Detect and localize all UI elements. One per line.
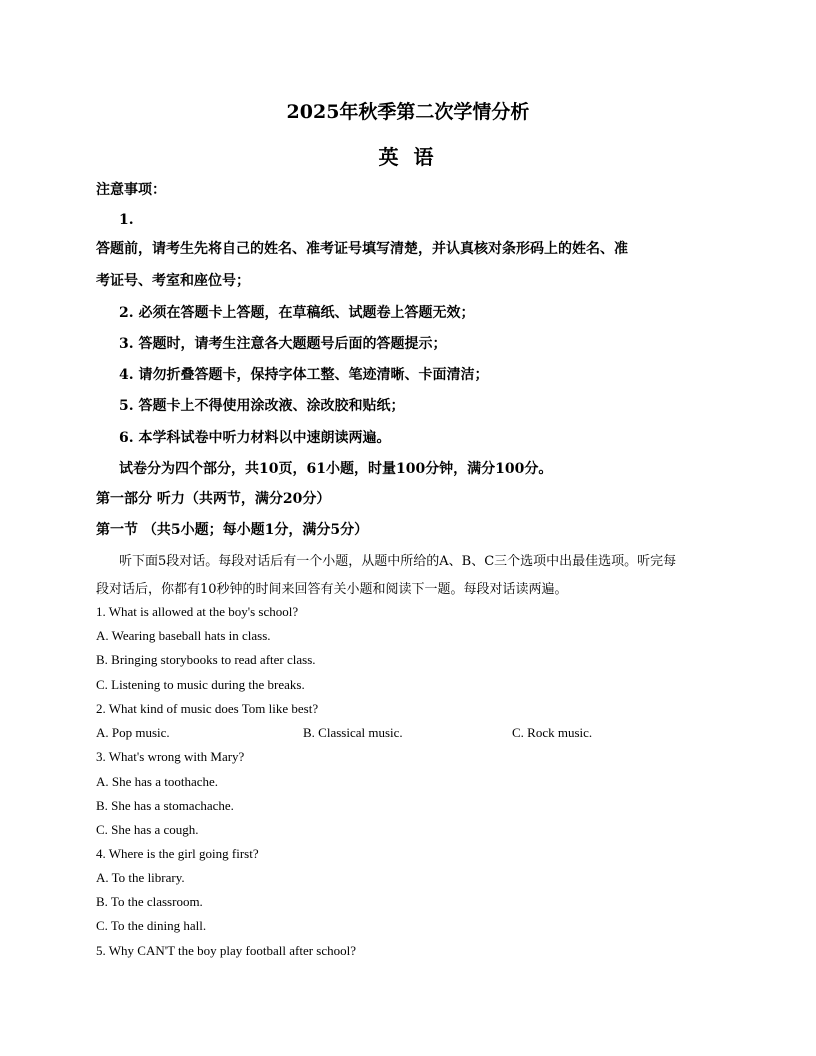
question-1-option-b: B. Bringing storybooks to read after class. bbox=[96, 652, 316, 667]
question-3-option-a: A. She has a toothache. bbox=[96, 774, 219, 789]
question-4-option-c: C. To the dining hall. bbox=[96, 918, 207, 933]
note-1-text-line1: 答题前，请考生先将自己的姓名、准考证号填写清楚，并认真核对条形码上的姓名、准 bbox=[96, 241, 628, 257]
question-4-stem: 4. Where is the girl going first? bbox=[96, 846, 259, 861]
note-3: 3. 答题时，请考生注意各大题题号后面的答题提示； bbox=[119, 336, 447, 352]
part-1-title: 第一部分 听力（共两节，满分20分） bbox=[96, 491, 331, 507]
note-1-number: 1. bbox=[119, 212, 134, 228]
notes-heading: 注意事项： bbox=[96, 182, 166, 198]
question-3-option-c: C. She has a cough. bbox=[96, 822, 199, 837]
note-5: 5. 答题卡上不得使用涂改液、涂改胶和贴纸； bbox=[119, 398, 405, 414]
question-1-stem: 1. What is allowed at the boy's school? bbox=[96, 604, 299, 619]
directions-line2: 段对话后，你都有10秒钟的时间来回答有关小题和阅读下一题。每段对话读两遍。 bbox=[96, 582, 568, 597]
question-4-option-a: A. To the library. bbox=[96, 870, 185, 885]
question-2-option-a: A. Pop music. bbox=[96, 725, 170, 740]
question-1-option-c: C. Listening to music during the breaks. bbox=[96, 677, 305, 692]
question-4-option-b: B. To the classroom. bbox=[96, 894, 203, 909]
note-1-text-line2: 考证号、考室和座位号； bbox=[96, 273, 250, 289]
paper-summary: 试卷分为四个部分，共10页，61小题，时量100分钟，满分100分。 bbox=[119, 461, 553, 477]
note-4: 4. 请勿折叠答题卡，保持字体工整、笔迹清晰、卡面清洁； bbox=[119, 367, 489, 383]
question-3-stem: 3. What's wrong with Mary? bbox=[96, 749, 245, 764]
question-5-stem: 5. Why CAN'T the boy play football after school? bbox=[96, 943, 356, 958]
note-6: 6. 本学科试卷中听力材料以中速朗读两遍。 bbox=[119, 430, 391, 446]
exam-title: 2025年秋季第二次学情分析 bbox=[286, 101, 530, 123]
question-2-stem: 2. What kind of music does Tom like best? bbox=[96, 701, 319, 716]
question-2-option-b: B. Classical music. bbox=[303, 725, 403, 740]
question-3-option-b: B. She has a stomachache. bbox=[96, 798, 234, 813]
exam-subject: 英 语 bbox=[378, 145, 438, 169]
directions-line1: 听下面5段对话。每段对话后有一个小题，从题中所给的A、B、C三个选项中出最佳选项。听完每 bbox=[119, 554, 677, 569]
note-2: 2. 必须在答题卡上答题，在草稿纸、试题卷上答题无效； bbox=[119, 305, 475, 321]
section-1-title: 第一节 （共5小题；每小题1分，满分5分） bbox=[96, 522, 369, 538]
question-2-option-c: C. Rock music. bbox=[512, 725, 593, 740]
question-1-option-a: A. Wearing baseball hats in class. bbox=[96, 628, 271, 643]
